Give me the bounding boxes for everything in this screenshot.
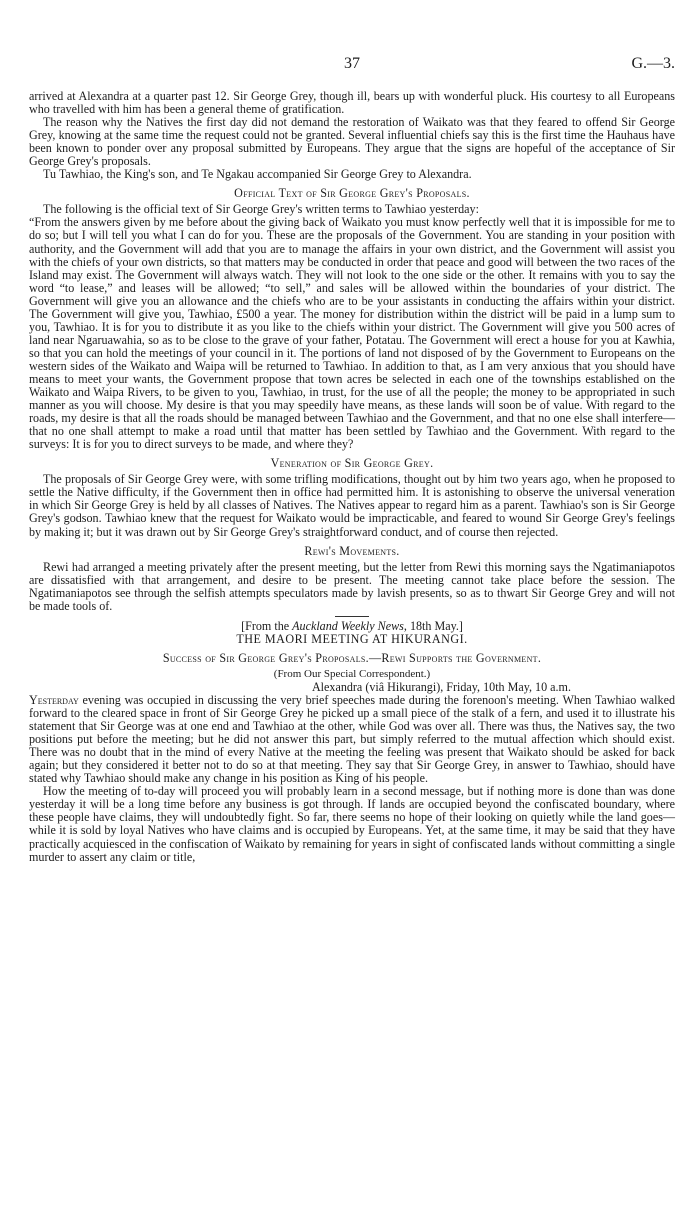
section-heading: Rewi's Movements. bbox=[304, 543, 400, 558]
paragraph: Rewi had arranged a meeting privately after the present meeting, but the letter from Rewi this morning says the Ngatimaniapotos are dissatisfied with that arrangement, and desire to be present. The meeting cannot take place before the session. The Ngatimaniapotos see through the selfish attempts speculators made by lavish presents, so as to thwart Sir George Grey and will not be made tools of. bbox=[29, 559, 675, 613]
paragraph: arrived at Alexandra at a quarter past 12. Sir George Grey, though ill, bears up with wonderful pluck. His courtesy to all Europeans who travelled with him has been a general theme of gratification. bbox=[29, 89, 675, 117]
dateline: Alexandra (viâ Hikurangi), Friday, 10th May, 10 a.m. bbox=[311, 679, 571, 694]
source-newspaper: Auckland Weekly News bbox=[292, 618, 404, 633]
divider-rule bbox=[335, 616, 369, 617]
source-suffix: , 18th May.] bbox=[403, 618, 463, 633]
paragraph: The proposals of Sir George Grey were, with some trifling modifications, thought out by him two years ago, when he proposed to settle the Native difficulty, if the Government then in office had permitted him. It is astonishing to observe the universal veneration in which Sir George Grey is held by all classes of Natives. The Natives appear to regard him as a parent. Tawhiao's son is Sir George Grey's godson. Tawhiao knew that the request for Waikato would be impracticable, and feared to wound Sir George Grey's feelings by making it; but it was drawn out by Sir George Grey's straightforward conduct, and of course then rejected. bbox=[29, 472, 675, 539]
paragraph: The following is the official text of Sir George Grey's written terms to Tawhiao yesterday: bbox=[43, 202, 479, 217]
page-number: 37 bbox=[344, 55, 360, 72]
paragraph: The reason why the Natives the first day did not demand the restoration of Waikato was that they feared to offend Sir George Grey, knowing at the same time the request could not be granted. Several influential chiefs say this is the first time the Hauhaus have been known to ponder over any proposal submitted by Europeans. They argue that the signs are hopeful of the acceptance of Sir George Grey's proposals. bbox=[29, 115, 675, 169]
paragraph bbox=[29, 694, 675, 785]
correspondent-line: (From Our Special Correspondent.) bbox=[273, 667, 431, 680]
paragraph: How the meeting of to-day will proceed you will probably learn in a second message, but if nothing more is done than was done yesterday it will be a long time before any business is got through. If lands are occupied beyond the confiscated boundary, where these people have claims, they will undoubtedly fight. So far, there seems no hope of their looking on quietly while the land goes—while it is sold by loyal Natives who have claims and is occupied by Europeans. Yet, at the same time, it may be said that they have practically acquiesced in the confiscation of Waikato by remaining for years in sight of confiscated lands without committing a single murder to assert any claim or title, bbox=[29, 784, 675, 864]
source-prefix: [From the bbox=[241, 618, 293, 633]
document-page bbox=[29, 0, 675, 864]
page-header bbox=[29, 0, 675, 80]
section-heading: Official Text of Sir George Grey's Proposals. bbox=[234, 186, 470, 201]
source-line bbox=[29, 620, 675, 633]
series-reference: G.—3. bbox=[631, 55, 675, 72]
paragraph: “From the answers given by me before about the giving back of Waikato you must know perfectly well that it is impossible for me to do so; but I will tell you what I can do for you. These are the proposals of the Government. You are standing in your position with authority, and the Government will add that you are to manage the affairs in your own district, and the Government will assist you with the chiefs of your own districts, so that matters may be conducted in order that peace and good will between the two races of the Island may exist. The Government will always watch. They will not look to the one side or the other. It remains with you to say the word “to lease,” and leases will be allowed; “to sell,” and sales will be allowed within the boundaries of your district. The Government will give you an allowance and the chiefs who are to be your assistants in conducting the affairs within your district. The Government will give you, Tawhiao, £500 a year. The money for distribution within the district will be paid in a lump sum to you, Tawhiao. It is for you to distribute it as you like to the chiefs within your district. The Government will give you 500 acres of land near Ngaruawahia, so as to be close to the grave of your father, Potatau. The Government will erect a house for you at Kawhia, so that you can hold the meetings of your council in it. The portions of land not disposed of by the Government to Europeans on the western sides of the Waikato and Waipa will be returned to Tawhiao. In addition to that, as I am very anxious that you should have means to meet your wants, the Government propose that town acres be selected in each one of the townships established on the Waikato and Waipa Rivers, to be given to you, Tawhiao, in trust, for the use of all the people; the money to be appropriated in such manner as you will choose. My desire is that you may speedily have means, as these lands will soon be of value. With regard to the roads, my desire is that all the roads should be managed between Tawhiao and the Government, and that no one else shall interfere—that no one shall attempt to make a road until that matter has been settled by Tawhiao and the Government. With regard to the surveys: It is for you to direct surveys to be made, and where they? bbox=[29, 215, 675, 452]
section-heading: Veneration of Sir George Grey. bbox=[270, 456, 434, 471]
article-body bbox=[29, 90, 675, 864]
lead-word: Yesterday bbox=[29, 693, 79, 708]
paragraph-text: evening was occupied in discussing the very brief speeches made during the forenoon's meeting. When Tawhiao walked forward to the cleared space in front of Sir George Grey he picked up a small piece of the stalk of a fern, and used it to illustrate his statement that Sir George was at one end and Tawhiao at the other, while God was over all. There was thus, the Natives say, the two positions put before the meeting; but he did not answer this part, but simply referred to the mutual affection which should exist. There was no doubt that in the mind of every Native at the meeting the feeling was present that Waikato should be asked for back again; but they considered it better not to do so at that meeting. They say that Sir George Grey, in answer to Tawhiao, should have stated why Tawhiao should make any change in his position as King of his people. bbox=[29, 693, 675, 786]
paragraph: Tu Tawhiao, the King's son, and Te Ngakau accompanied Sir George Grey to Alexandra. bbox=[43, 167, 472, 182]
article-title: THE MAORI MEETING AT HIKURANGI. bbox=[236, 631, 468, 646]
section-heading: Success of Sir George Grey's Proposals.—Rewi Supports the Government. bbox=[162, 650, 542, 665]
